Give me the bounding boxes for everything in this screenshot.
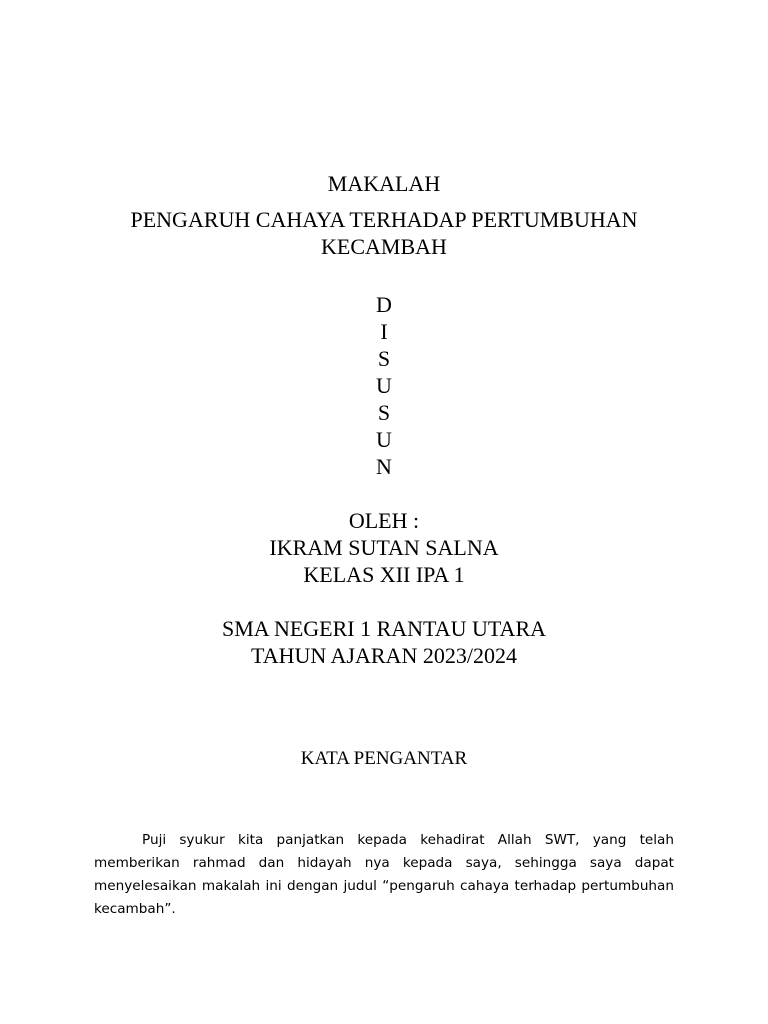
school-name: SMA NEGERI 1 RANTAU UTARA	[221, 616, 547, 641]
author-block	[0, 507, 768, 588]
disusun-vertical-text	[0, 291, 768, 480]
school-block	[0, 615, 768, 669]
author-class: KELAS XII IPA 1	[303, 562, 465, 587]
document-type-title	[0, 170, 768, 197]
vertical-letter: U	[376, 427, 392, 452]
vertical-letter: U	[376, 373, 392, 398]
document-title	[0, 206, 768, 260]
foreword-heading-text: KATA PENGANTAR	[300, 748, 468, 769]
vertical-letter: N	[376, 454, 392, 479]
author-name: IKRAM SUTAN SALNA	[269, 535, 499, 560]
vertical-letter: S	[377, 400, 391, 425]
title-line-2: KECAMBAH	[321, 234, 447, 259]
title-line-1: PENGARUH CAHAYA TERHADAP PERTUMBUHAN	[130, 207, 638, 232]
foreword-paragraph: Puji syukur kita panjatkan kepada kehadirat Allah SWT, yang telah memberikan rahmad dan hidayah nya kepada saya, sehingga saya dapat menyelesaikan makalah ini dengan judul “pengaruh cahaya terhadap pertumbuhan kecambah”.	[94, 831, 674, 917]
doc-type-label: MAKALAH	[327, 171, 441, 196]
academic-year: TAHUN AJARAN 2023/2024	[251, 643, 517, 668]
author-label: OLEH :	[348, 508, 420, 533]
foreword-heading	[0, 747, 768, 771]
vertical-letter: D	[376, 292, 392, 317]
vertical-letter: S	[377, 346, 391, 371]
vertical-letter: I	[380, 319, 388, 344]
